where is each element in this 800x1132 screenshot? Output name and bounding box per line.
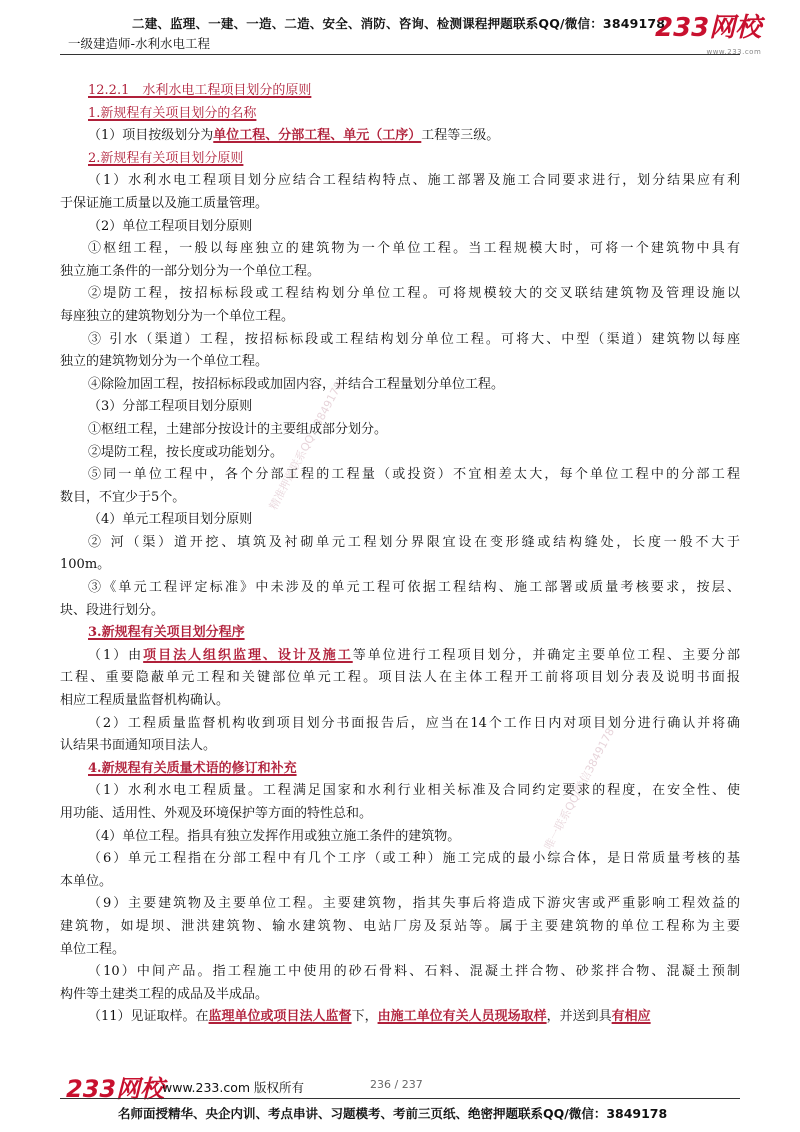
paragraph-line: ①枢纽工程，一般以每座独立的建筑物为一个单位工程。当工程规模大时，可将一个建筑物中具有 [88,241,740,257]
highlight-text: 有相应 [611,1009,651,1025]
header-logo-url: www.233.com [706,48,762,56]
highlight-text: 由施工单位有关人员现场取样 [377,1009,547,1025]
footer-logo: 233网校 [66,1075,165,1103]
paragraph-line: （6）单元工程指在分部工程中有几个工序（或工种）施工完成的最小综合体，是日常质量考核的基 [88,851,740,867]
header-logo [655,13,762,64]
paragraph-line: （10）中间产品。指工程施工中使用的砂石骨料、石料、混凝土拌合物、砂浆拌合物、混凝土预制 [88,964,740,980]
document-body [60,80,740,1029]
paragraph-line: 单位工程。 [60,941,126,957]
highlight-text: 监理单位或项目法人监督 [208,1009,352,1025]
page-number: 236 / 237 [370,1078,423,1091]
paragraph-line: 块、段进行划分。 [60,602,165,618]
paragraph-line: ③《单元工程评定标准》中未涉及的单元工程可依据工程结构、施工部署或质量考核要求，按层、 [88,580,740,596]
paragraph-line: （11）见证取样。在监理单位或项目法人监督下，由施工单位有关人员现场取样，并送到具有相应 [88,1009,651,1025]
paragraph-line: 工程、重要隐蔽单元工程和关键部位单元工程。项目法人在主体工程开工前将项目划分表及说明书面报 [60,670,740,686]
heading-4: 4.新规程有关质量术语的修订和补充 [88,760,297,776]
paragraph-line: 独立的建筑物划分为一个单位工程。 [60,354,269,370]
paragraph-line: （1）由项目法人组织监理、设计及施工等单位进行工程项目划分，并确定主要单位工程、主要分部 [88,647,740,663]
footer-promo: 名师面授精华、央企内训、考点串讲、习题模考、考前三页纸、绝密押题联系QQ/微信：3849178 [118,1106,668,1121]
paragraph-line: （9）主要建筑物及主要单位工程。主要建筑物，指其失事后将造成下游灾害或严重影响工程效益的 [88,896,740,912]
heading-2: 2.新规程有关项目划分原则 [88,150,244,166]
footer-site: www.233.com 版权所有 [162,1080,304,1095]
header-subject: 一级建造师-水利水电工程 [68,36,211,51]
paragraph: ①枢纽工程，土建部分按设计的主要组成部分划分。 [88,421,388,437]
paragraph-line: ⑤同一单位工程中，各个分部工程的工程量（或投资）不宜相差太大，每个单位工程中的分部工程 [88,467,740,483]
paragraph-line: 独立施工条件的一部分划分为一个单位工程。 [60,263,321,279]
paragraph: （4）单位工程。指具有独立发挥作用或独立施工条件的建筑物。 [88,828,461,844]
paragraph-line: 构件等土建类工程的成品及半成品。 [60,986,269,1002]
section-title: 12.2.1 水利水电工程项目划分的原则 [88,83,312,98]
paragraph-line: 每座独立的建筑物划分为一个单位工程。 [60,308,295,324]
paragraph-line: 建筑物，如堤坝、泄洪建筑物、输水建筑物、电站厂房及泵站等。属于主要建筑物的单位工程称为主要 [60,918,740,934]
paragraph: （1）项目按级划分为单位工程、分部工程、单元（工序）工程等三级。 [88,128,500,144]
paragraph: （2）单位工程项目划分原则 [88,218,253,234]
footer-rule [60,1098,740,1099]
heading-1: 1.新规程有关项目划分的名称 [88,105,257,121]
paragraph-line: 于保证施工质量以及施工质量管理。 [60,195,269,211]
paragraph: （3）分部工程项目划分原则 [88,399,253,415]
paragraph-line: 相应工程质量监督机构确认。 [60,693,230,709]
header-rule [60,54,740,55]
header-promo: 二建、监理、一建、一造、二造、安全、消防、咨询、检测课程押题联系QQ/微信：3849178 [132,16,666,31]
paragraph: ④除险加固工程，按招标标段或加固内容，并结合工程量划分单位工程。 [88,376,505,392]
paragraph: ②堤防工程，按长度或功能划分。 [88,444,284,460]
paragraph-line: （1）水利水电工程项目划分应结合工程结构特点、施工部署及施工合同要求进行，划分结果应有利 [88,173,740,189]
watermark: 精准押题联系QQ：3849178 [266,379,346,513]
paragraph-line: 认结果书面通知项目法人。 [60,738,217,754]
paragraph-line: ②堤防工程，按招标标段或工程结构划分单位工程。可将规模较大的交叉联结建筑物及管理设施以 [88,286,740,302]
watermark: 唯一联系QQ/微信3849178 [541,725,618,853]
paragraph-line: 100m。 [60,557,111,573]
paragraph-line: ② 河（渠）道开挖、填筑及衬砌单元工程划分界限宜设在变形缝或结构缝处，长度一般不大于 [88,534,740,550]
paragraph-line: 数目，不宜少于5个。 [60,489,186,505]
paragraph-line: （2）工程质量监督机构收到项目划分书面报告后，应当在14个工作日内对项目划分进行确认并将确 [88,715,740,731]
paragraph: （4）单元工程项目划分原则 [88,512,253,528]
paragraph-line: 本单位。 [60,873,113,889]
paragraph-line: （1）水利水电工程质量。工程满足国家和水利行业相关标准及合同约定要求的程度，在安全性、使 [88,783,740,799]
heading-3: 3.新规程有关项目划分程序 [88,625,245,641]
paragraph-line: 用功能、适用性、外观及环境保护等方面的特性总和。 [60,806,373,821]
header-logo-text: 233网校 [655,13,762,43]
highlight-text: 单位工程、分部工程、单元（工序） [213,128,422,144]
paragraph-line: ③ 引水（渠道）工程，按招标标段或工程结构划分单位工程。可将大、中型（渠道）建筑物以每座 [88,331,740,347]
highlight-text: 项目法人组织监理、设计及施工 [143,647,353,663]
